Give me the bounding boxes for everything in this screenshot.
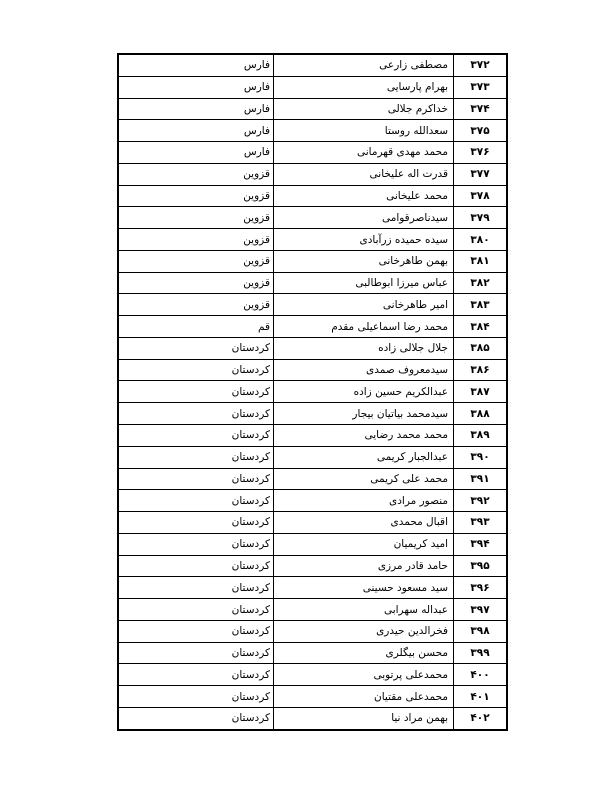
row-number: ۳۸۲	[454, 272, 508, 294]
province-name: کردستان	[118, 555, 274, 577]
row-number: ۳۹۳	[454, 512, 508, 534]
table-row	[118, 446, 507, 468]
row-number: ۳۹۴	[454, 533, 508, 555]
person-name: فخرالدین حیدری	[274, 620, 454, 642]
row-number: ۴۰۰	[454, 664, 508, 686]
table-row	[118, 76, 507, 98]
province-name: کردستان	[118, 577, 274, 599]
table-row	[118, 207, 507, 229]
row-number: ۳۷۳	[454, 76, 508, 98]
table-row	[118, 512, 507, 534]
person-name: محمد مهدی قهرمانی	[274, 142, 454, 164]
person-name: قدرت اله علیخانی	[274, 163, 454, 185]
row-number: ۴۰۱	[454, 686, 508, 708]
table-row	[118, 120, 507, 142]
row-number: ۳۸۷	[454, 381, 508, 403]
province-name: کردستان	[118, 468, 274, 490]
province-name: کردستان	[118, 403, 274, 425]
table-row	[118, 468, 507, 490]
table-row	[118, 316, 507, 338]
names-table	[117, 53, 508, 731]
table-row	[118, 403, 507, 425]
province-name: کردستان	[118, 425, 274, 447]
row-number: ۳۹۱	[454, 468, 508, 490]
person-name: محمد رضا اسماعیلی مقدم	[274, 316, 454, 338]
row-number: ۳۹۷	[454, 599, 508, 621]
person-name: محمدعلی مقتیان	[274, 686, 454, 708]
row-number: ۳۸۴	[454, 316, 508, 338]
person-name: محسن بیگلری	[274, 642, 454, 664]
person-name: اقبال محمدی	[274, 512, 454, 534]
province-name: کردستان	[118, 446, 274, 468]
row-number: ۳۹۲	[454, 490, 508, 512]
province-name: قزوین	[118, 207, 274, 229]
person-name: سیده حمیده زرآبادی	[274, 229, 454, 251]
row-number: ۳۸۶	[454, 359, 508, 381]
row-number: ۳۷۴	[454, 98, 508, 120]
table-row	[118, 229, 507, 251]
province-name: کردستان	[118, 707, 274, 729]
person-name: عبدالجبار کریمی	[274, 446, 454, 468]
table-row	[118, 163, 507, 185]
province-name: کردستان	[118, 620, 274, 642]
person-name: مصطفی زارعی	[274, 54, 454, 76]
province-name: کردستان	[118, 686, 274, 708]
table-row	[118, 294, 507, 316]
province-name: کردستان	[118, 381, 274, 403]
province-name: کردستان	[118, 490, 274, 512]
row-number: ۳۸۰	[454, 229, 508, 251]
person-name: سیدمعروف صمدی	[274, 359, 454, 381]
table-row	[118, 664, 507, 686]
person-name: جلال جلالی زاده	[274, 337, 454, 359]
province-name: کردستان	[118, 512, 274, 534]
row-number: ۴۰۲	[454, 707, 508, 729]
table-row	[118, 250, 507, 272]
person-name: خداکرم جلالی	[274, 98, 454, 120]
row-number: ۳۷۲	[454, 54, 508, 76]
table-row	[118, 98, 507, 120]
table-row	[118, 142, 507, 164]
province-name: کردستان	[118, 642, 274, 664]
province-name: قزوین	[118, 272, 274, 294]
person-name: امید کریمیان	[274, 533, 454, 555]
table-row	[118, 642, 507, 664]
person-name: بهرام پارسایی	[274, 76, 454, 98]
row-number: ۳۷۸	[454, 185, 508, 207]
province-name: قزوین	[118, 229, 274, 251]
row-number: ۳۷۵	[454, 120, 508, 142]
province-name: کردستان	[118, 337, 274, 359]
province-name: قزوین	[118, 185, 274, 207]
person-name: بهمن مراد نیا	[274, 707, 454, 729]
row-number: ۳۸۱	[454, 250, 508, 272]
row-number: ۳۸۵	[454, 337, 508, 359]
table-body	[118, 54, 507, 730]
province-name: قزوین	[118, 250, 274, 272]
province-name: فارس	[118, 120, 274, 142]
province-name: کردستان	[118, 359, 274, 381]
table-row	[118, 620, 507, 642]
row-number: ۳۹۰	[454, 446, 508, 468]
table-row	[118, 490, 507, 512]
province-name: قم	[118, 316, 274, 338]
person-name: سید مسعود حسینی	[274, 577, 454, 599]
person-name: حامد قادر مرزی	[274, 555, 454, 577]
row-number: ۳۹۹	[454, 642, 508, 664]
province-name: کردستان	[118, 599, 274, 621]
table-row	[118, 185, 507, 207]
person-name: بهمن طاهرخانی	[274, 250, 454, 272]
person-name: منصور مرادی	[274, 490, 454, 512]
person-name: عباس میرزا ابوطالبی	[274, 272, 454, 294]
person-name: محمدعلی پرتوبی	[274, 664, 454, 686]
province-name: فارس	[118, 142, 274, 164]
row-number: ۳۸۹	[454, 425, 508, 447]
row-number: ۳۷۶	[454, 142, 508, 164]
person-name: عبدالکریم حسین زاده	[274, 381, 454, 403]
table-row	[118, 359, 507, 381]
row-number: ۳۷۹	[454, 207, 508, 229]
person-name: محمد علیخانی	[274, 185, 454, 207]
table-row	[118, 381, 507, 403]
row-number: ۳۸۳	[454, 294, 508, 316]
person-name: عبداله سهرابی	[274, 599, 454, 621]
province-name: قزوین	[118, 294, 274, 316]
province-name: کردستان	[118, 664, 274, 686]
table-row	[118, 577, 507, 599]
person-name: سیدناصرقوامی	[274, 207, 454, 229]
table-row	[118, 686, 507, 708]
table-row	[118, 337, 507, 359]
person-name: محمد علی کریمی	[274, 468, 454, 490]
table-row	[118, 533, 507, 555]
person-name: امیر طاهرخانی	[274, 294, 454, 316]
person-name: محمد محمد رضایی	[274, 425, 454, 447]
province-name: فارس	[118, 76, 274, 98]
person-name: سیدمحمد بیاتیان بیجار	[274, 403, 454, 425]
table-row	[118, 555, 507, 577]
table-row	[118, 272, 507, 294]
table-row	[118, 425, 507, 447]
province-name: کردستان	[118, 533, 274, 555]
row-number: ۳۹۸	[454, 620, 508, 642]
person-name: سعدالله روستا	[274, 120, 454, 142]
table-row	[118, 707, 507, 729]
row-number: ۳۷۷	[454, 163, 508, 185]
row-number: ۳۹۶	[454, 577, 508, 599]
province-name: فارس	[118, 98, 274, 120]
table-row	[118, 599, 507, 621]
table-row	[118, 54, 507, 76]
row-number: ۳۹۵	[454, 555, 508, 577]
row-number: ۳۸۸	[454, 403, 508, 425]
province-name: فارس	[118, 54, 274, 76]
province-name: قزوین	[118, 163, 274, 185]
